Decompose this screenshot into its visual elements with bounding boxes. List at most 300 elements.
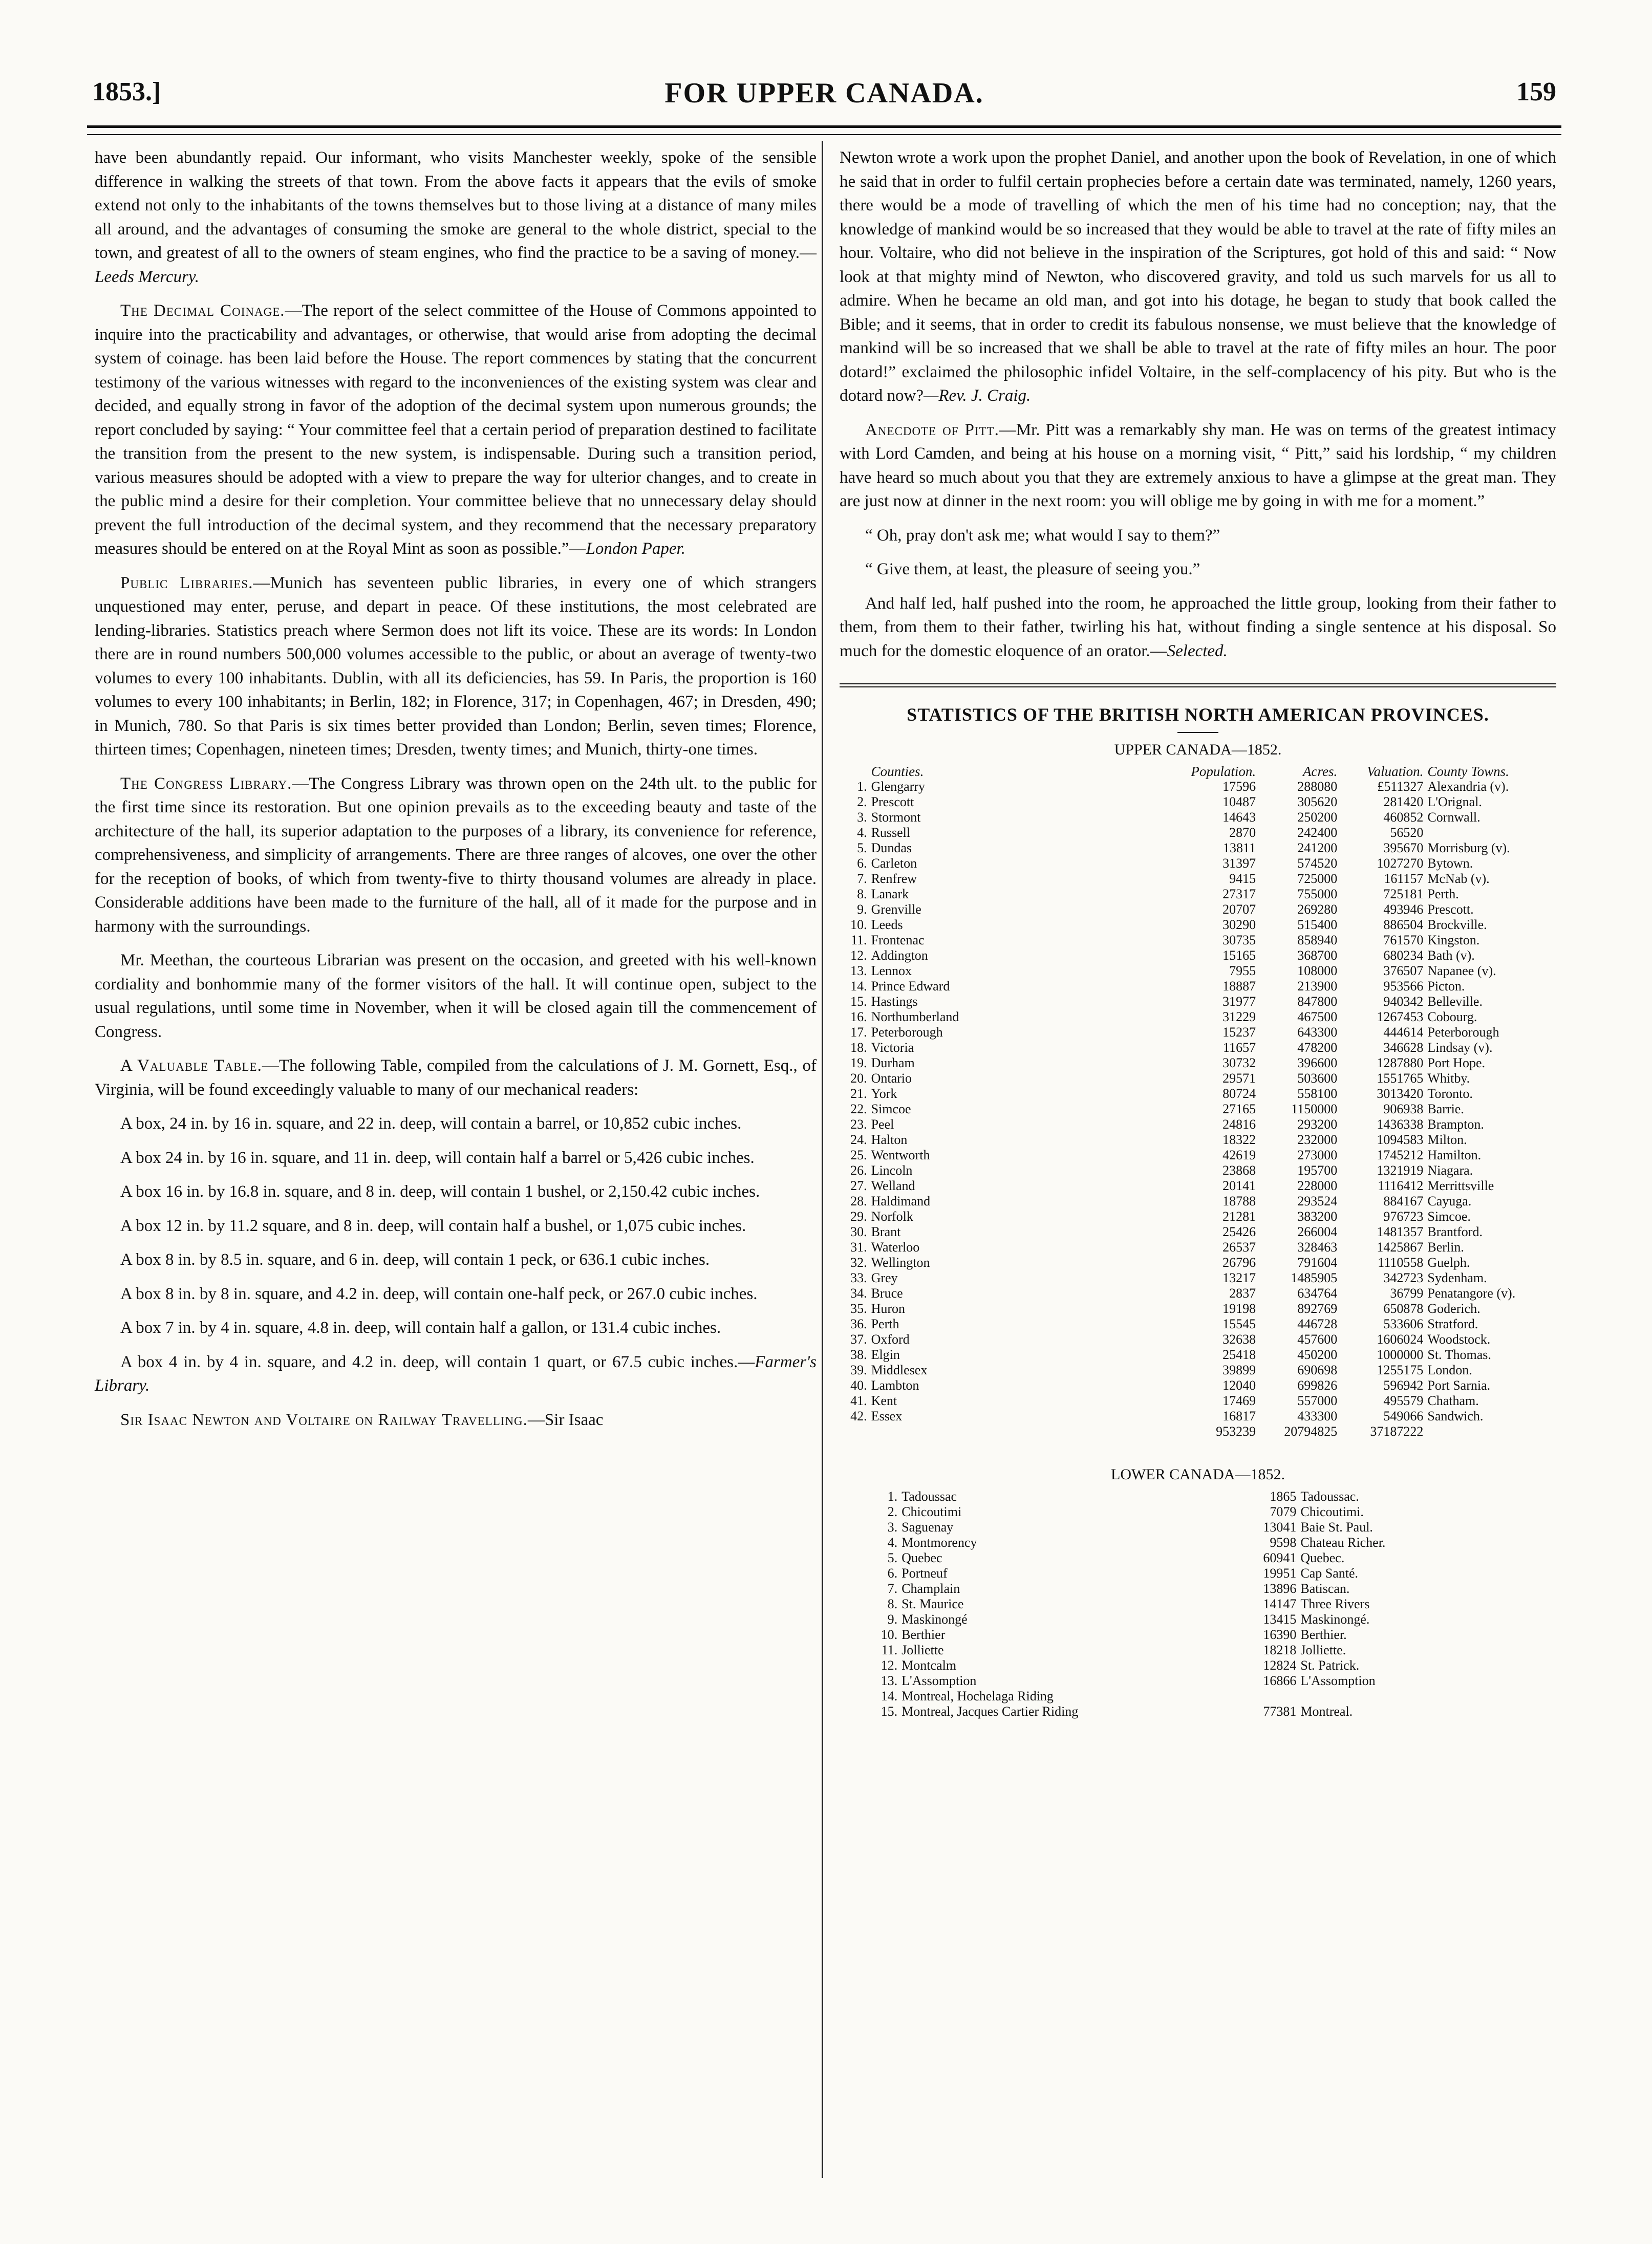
paragraph-lead: Anecdote of Pitt. xyxy=(865,420,999,439)
acres-cell: 634764 xyxy=(1297,1286,1338,1301)
valuation-cell: 444614 xyxy=(1383,1025,1424,1040)
table-row xyxy=(840,1550,1556,1566)
row-number: 34. xyxy=(850,1286,867,1301)
county-town-cell: Port Sarnia. xyxy=(1427,1378,1491,1393)
county-name: Montcalm xyxy=(902,1657,957,1673)
paragraph-text: “ Oh, pray don't ask me; what would I say to them?” xyxy=(865,526,1220,545)
row-number: 3. xyxy=(857,810,867,825)
row-number: 9. xyxy=(887,1611,898,1627)
upper-canada-header-row xyxy=(840,764,1556,779)
county-name: Peterborough xyxy=(871,1025,943,1040)
row-number: 27. xyxy=(850,1178,867,1193)
row-number: 5. xyxy=(887,1550,898,1565)
county-town-cell: Baie St. Paul. xyxy=(1300,1519,1373,1535)
row-number: 4. xyxy=(887,1535,898,1550)
population-cell: 16390 xyxy=(1263,1627,1297,1642)
population-cell: 12040 xyxy=(1222,1378,1256,1393)
row-number: 29. xyxy=(850,1209,867,1224)
valuation-cell: 346628 xyxy=(1383,1040,1424,1055)
population-cell: 20707 xyxy=(1222,902,1256,917)
county-town-cell: London. xyxy=(1427,1363,1472,1377)
county-town-cell: Quebec. xyxy=(1300,1550,1345,1565)
row-number: 16. xyxy=(850,1009,867,1024)
county-name: Huron xyxy=(871,1301,905,1316)
table-row xyxy=(840,933,1556,948)
table-row xyxy=(840,1255,1556,1270)
row-number: 6. xyxy=(887,1565,898,1581)
county-town-cell: Napanee (v). xyxy=(1427,963,1496,978)
valuation-cell: 1255175 xyxy=(1377,1363,1424,1377)
county-town-cell: Jolliette. xyxy=(1300,1642,1346,1657)
valuation-cell: 549066 xyxy=(1383,1409,1424,1423)
valuation-cell: 1110558 xyxy=(1378,1255,1424,1270)
population-cell: 18788 xyxy=(1222,1194,1256,1209)
table-row xyxy=(840,1117,1556,1132)
county-name: Maskinongé xyxy=(902,1611,968,1627)
row-number: 31. xyxy=(850,1240,867,1255)
left-paragraph xyxy=(95,1408,817,1432)
acres-cell: 305620 xyxy=(1297,794,1338,809)
county-town-cell: Brampton. xyxy=(1427,1117,1484,1132)
valuation-cell: 533606 xyxy=(1383,1317,1424,1331)
row-number: 32. xyxy=(850,1255,867,1270)
county-town-cell: St. Thomas. xyxy=(1427,1347,1491,1362)
valuation-cell: 281420 xyxy=(1383,794,1424,809)
county-town-cell: Brantford. xyxy=(1427,1224,1483,1239)
table-row xyxy=(840,1612,1556,1627)
table-row xyxy=(840,1658,1556,1673)
upper-canada-title: UPPER CANADA—1852. xyxy=(1114,741,1282,758)
row-number: 41. xyxy=(850,1393,867,1408)
population-cell: 17596 xyxy=(1222,779,1256,794)
valuation-cell: 1745212 xyxy=(1377,1148,1424,1162)
county-name: Durham xyxy=(871,1055,915,1070)
population-cell: 26796 xyxy=(1222,1255,1256,1270)
county-town-cell: L'Orignal. xyxy=(1427,794,1482,809)
paragraph-lead: The Congress Library. xyxy=(120,774,292,793)
valuation-cell: 1000000 xyxy=(1377,1347,1424,1362)
table-row xyxy=(840,1301,1556,1317)
county-town-cell: Guelph. xyxy=(1427,1255,1470,1270)
population-cell: 14147 xyxy=(1263,1596,1297,1611)
acres-cell: 574520 xyxy=(1297,856,1338,871)
population-cell: 27317 xyxy=(1222,887,1256,901)
row-number: 8. xyxy=(857,887,867,901)
valuation-cell: 1551765 xyxy=(1377,1071,1424,1086)
table-row xyxy=(840,1102,1556,1117)
county-name: Wentworth xyxy=(871,1148,930,1162)
row-number: 11. xyxy=(851,933,867,947)
population-cell: 26537 xyxy=(1222,1240,1256,1255)
acres-cell: 457600 xyxy=(1297,1332,1338,1347)
population-cell: 42619 xyxy=(1222,1148,1256,1162)
table-row xyxy=(840,1704,1556,1719)
row-number: 23. xyxy=(850,1117,867,1132)
column-divider xyxy=(822,141,823,2178)
population-cell: 9598 xyxy=(1270,1535,1297,1550)
table-row xyxy=(840,1025,1556,1040)
row-number: 15. xyxy=(850,994,867,1009)
table-row xyxy=(840,1009,1556,1025)
valuation-cell: 460852 xyxy=(1383,810,1424,825)
acres-cell: 847800 xyxy=(1297,994,1338,1009)
acres-cell: 467500 xyxy=(1297,1009,1338,1024)
county-name: Tadoussac xyxy=(902,1488,957,1504)
population-cell: 16817 xyxy=(1222,1409,1256,1423)
header-valuation: Valuation. xyxy=(1367,764,1424,779)
paragraph-text: Newton wrote a work upon the prophet Daniel, and another upon the book of Revelation, in one of which he said that in order to fulfil certain prophecies before a certain date was terminated, namely, 1260 years, there would be a mode of travelling of which the men of his time had no conception; nay, that the knowledge of mankind would be so increased that they would be able to travel at the rate of fifty miles an hour. Voltaire, who did not believe in the inspiration of the Scriptures, got hold of this and said: “ Now look at that mighty mind of Newton, who discovered gravity, and told us such marvels for us all to admire. When he became an old man, and got into his dotage, he began to study that book called the Bible; and it seems, that in order to credit its fabulous nonsense, we must believe that the knowledge of mankind will be so increased that we shall be able to travel at the rate of fifty miles an hour. The poor dotard!” exclaimed the philosophic infidel Voltaire, in the self-complacency of his pity. But who is the dotard now? xyxy=(840,148,1556,405)
row-number: 1. xyxy=(887,1488,898,1504)
valuation-cell: 1321919 xyxy=(1377,1163,1424,1178)
acres-cell: 557000 xyxy=(1297,1393,1338,1408)
population-cell: 15237 xyxy=(1222,1025,1256,1040)
paragraph-lead: The Decimal Coinage. xyxy=(120,301,285,320)
paragraph-source: London Paper. xyxy=(586,540,685,558)
county-town-cell: Batiscan. xyxy=(1300,1581,1350,1596)
table-row xyxy=(840,1393,1556,1409)
county-town-cell: Barrie. xyxy=(1427,1102,1464,1116)
row-number: 13. xyxy=(881,1673,898,1688)
row-number: 12. xyxy=(850,948,867,963)
population-cell: 7079 xyxy=(1270,1504,1297,1519)
header-year: 1853.] xyxy=(92,77,161,106)
county-town-cell: Cobourg. xyxy=(1427,1009,1477,1024)
valuation-cell: £511327 xyxy=(1377,779,1424,794)
section-rule-lower xyxy=(840,686,1556,687)
total-valuation: 37187222 xyxy=(1370,1424,1424,1439)
row-number: 5. xyxy=(857,840,867,855)
county-name: Victoria xyxy=(871,1040,914,1055)
acres-cell: 450200 xyxy=(1297,1347,1338,1362)
right-column-text xyxy=(840,146,1556,663)
population-cell: 60941 xyxy=(1263,1550,1297,1565)
county-town-cell: McNab (v). xyxy=(1427,871,1490,886)
left-paragraph xyxy=(95,1282,817,1306)
acres-cell: 328463 xyxy=(1297,1240,1338,1255)
valuation-cell: 1425867 xyxy=(1377,1240,1424,1255)
paragraph-text: A box 8 in. by 8 in. square, and 4.2 in. deep, will contain one-half peck, or 267.0 cubic inches. xyxy=(120,1284,758,1303)
acres-cell: 266004 xyxy=(1297,1224,1338,1239)
table-row xyxy=(840,887,1556,902)
valuation-cell: 1116412 xyxy=(1378,1178,1424,1193)
row-number: 42. xyxy=(850,1409,867,1423)
valuation-cell: 761570 xyxy=(1383,933,1424,947)
right-paragraph xyxy=(840,146,1556,408)
row-number: 36. xyxy=(850,1317,867,1331)
population-cell: 18887 xyxy=(1222,979,1256,994)
population-cell: 30290 xyxy=(1222,917,1256,932)
table-row xyxy=(840,1643,1556,1658)
paragraph-lead: A Valuable Table. xyxy=(120,1056,262,1075)
county-name: Welland xyxy=(871,1178,915,1193)
acres-cell: 195700 xyxy=(1297,1163,1338,1178)
county-town-cell: Brockville. xyxy=(1427,917,1487,932)
row-number: 21. xyxy=(850,1086,867,1101)
county-town-cell: Maskinongé. xyxy=(1300,1611,1370,1627)
county-town-cell: Berthier. xyxy=(1300,1627,1347,1642)
paragraph-text: —The report of the select committee of the House of Commons appointed to inquire into the practicability and advantages, or otherwise, that would arise from adopting the decimal system of coinage. has been laid before the House. The report commences by stating that the concurrent testimony of the various witnesses with regard to the inconveniences of the existing system was clear and decided, and equally strong in favor of the adoption of the decimal system upon numerous grounds; the report concluded by saying: “ Your committee feel that a certain period of preparation destined to facilitate the transition from the present to the new system, is indispensable. During such a transition period, various measures should be adopted with a view to prepare the way for ulterior changes, and to create in the public mind a desire for their completion. Your committee believe that no unnecessary delay should prevent the full introduction of the decimal system, and they recommend that the necessary preparatory measures should be entered on at the Royal Mint as soon as possible.”— xyxy=(95,301,817,558)
county-town-cell: Three Rivers xyxy=(1300,1596,1370,1611)
row-number: 7. xyxy=(887,1581,898,1596)
section-rule xyxy=(840,683,1556,684)
acres-cell: 478200 xyxy=(1297,1040,1338,1055)
county-name: Addington xyxy=(871,948,928,963)
lower-canada-title: LOWER CANADA—1852. xyxy=(1111,1466,1285,1483)
right-column xyxy=(840,146,1556,1719)
valuation-cell: 3013420 xyxy=(1377,1086,1424,1101)
paragraph-text: Mr. Meethan, the courteous Librarian was present on the occasion, and greeted with his well-known cordiality and bonhommie many of the former visitors of the hall. It will continue open, subject to the usual regulations, until some time in November, when it will be closed again till the commencement of Congress. xyxy=(95,951,817,1041)
county-name: Lambton xyxy=(871,1378,919,1393)
table-row xyxy=(840,871,1556,887)
county-name: Montmorency xyxy=(902,1535,977,1550)
paragraph-text: A box, 24 in. by 16 in. square, and 22 in. deep, will contain a barrel, or 10,852 cubic inches. xyxy=(120,1114,742,1133)
county-town-cell: Tadoussac. xyxy=(1300,1488,1359,1504)
acres-cell: 293524 xyxy=(1297,1194,1338,1209)
population-cell: 23868 xyxy=(1222,1163,1256,1178)
population-cell: 11657 xyxy=(1223,1040,1256,1055)
table-row xyxy=(840,1209,1556,1224)
county-town-cell: Montreal. xyxy=(1300,1703,1353,1719)
table-row xyxy=(840,1086,1556,1102)
header-county-towns: County Towns. xyxy=(1427,764,1509,779)
row-number: 30. xyxy=(850,1224,867,1239)
population-cell: 25426 xyxy=(1222,1224,1256,1239)
row-number: 22. xyxy=(850,1102,867,1116)
acres-cell: 232000 xyxy=(1297,1132,1338,1147)
row-number: 20. xyxy=(850,1071,867,1086)
county-town-cell: Alexandria (v). xyxy=(1427,779,1509,794)
table-row xyxy=(840,1270,1556,1286)
upper-canada-totals xyxy=(840,1424,1556,1439)
page-header xyxy=(87,77,1561,118)
county-name: Prescott xyxy=(871,794,914,809)
county-town-cell: Woodstock. xyxy=(1427,1332,1491,1347)
table-row xyxy=(840,1504,1556,1520)
county-name: Bruce xyxy=(871,1286,903,1301)
county-town-cell: Morrisburg (v). xyxy=(1427,840,1510,855)
paragraph-text: A box 24 in. by 16 in. square, and 11 in. deep, will contain half a barrel or 5,426 cubic inches. xyxy=(120,1148,755,1167)
acres-cell: 108000 xyxy=(1297,963,1338,978)
acres-cell: 288080 xyxy=(1297,779,1338,794)
county-town-cell: Simcoe. xyxy=(1427,1209,1471,1224)
row-number: 25. xyxy=(850,1148,867,1162)
left-paragraph xyxy=(95,1350,817,1398)
valuation-cell: 1267453 xyxy=(1377,1009,1424,1024)
acres-cell: 242400 xyxy=(1297,825,1338,840)
county-town-cell: Sydenham. xyxy=(1427,1270,1487,1285)
population-cell: 21281 xyxy=(1222,1209,1256,1224)
row-number: 6. xyxy=(857,856,867,871)
county-town-cell: Merrittsville xyxy=(1427,1178,1494,1193)
acres-cell: 368700 xyxy=(1297,948,1338,963)
county-town-cell: Niagara. xyxy=(1427,1163,1473,1178)
county-town-cell: Stratford. xyxy=(1427,1317,1478,1331)
population-cell: 9415 xyxy=(1229,871,1256,886)
population-cell: 14643 xyxy=(1222,810,1256,825)
row-number: 13. xyxy=(850,963,867,978)
county-town-cell: Picton. xyxy=(1427,979,1465,994)
county-town-cell: Toronto. xyxy=(1427,1086,1473,1101)
table-row xyxy=(840,1286,1556,1301)
header-title: FOR UPPER CANADA. xyxy=(664,77,984,109)
row-number: 11. xyxy=(881,1642,898,1657)
total-population: 953239 xyxy=(1216,1424,1256,1439)
acres-cell: 892769 xyxy=(1297,1301,1338,1316)
left-paragraph xyxy=(95,1112,817,1136)
paragraph-source: —Rev. J. Craig. xyxy=(924,386,1031,405)
paragraph-text: And half led, half pushed into the room, he approached the little group, looking from their father to them, from them to their father, twirling his hat, without finding a single sentence at his disposal. So much for the domestic eloquence of an orator.— xyxy=(840,594,1556,660)
paragraph-lead: Sir Isaac Newton and Voltaire on Railway Travelling. xyxy=(120,1410,528,1429)
county-name: Halton xyxy=(871,1132,908,1147)
left-paragraph xyxy=(95,299,817,561)
county-town-cell: Sandwich. xyxy=(1427,1409,1484,1423)
table-row xyxy=(840,1240,1556,1255)
county-town-cell: St. Patrick. xyxy=(1300,1657,1360,1673)
lower-canada-rows xyxy=(840,1489,1556,1719)
acres-cell: 699826 xyxy=(1297,1378,1338,1393)
county-town-cell: Cap Santé. xyxy=(1300,1565,1359,1581)
county-town-cell xyxy=(1425,825,1556,840)
population-cell: 30732 xyxy=(1222,1055,1256,1070)
county-name: Ontario xyxy=(871,1071,912,1086)
population-cell: 30735 xyxy=(1222,933,1256,947)
county-name: Peel xyxy=(871,1117,894,1132)
valuation-cell: 650878 xyxy=(1383,1301,1424,1316)
county-town-cell: Berlin. xyxy=(1427,1240,1464,1255)
paragraph-text: A box 8 in. by 8.5 in. square, and 6 in. deep, will contain 1 peck, or 636.1 cubic inches. xyxy=(120,1250,710,1269)
table-row xyxy=(840,948,1556,963)
row-number: 19. xyxy=(850,1055,867,1070)
table-row xyxy=(840,963,1556,979)
county-town-cell: Belleville. xyxy=(1427,994,1483,1009)
page-number: 159 xyxy=(1516,77,1556,106)
row-number: 15. xyxy=(881,1703,898,1719)
county-town-cell: Peterborough xyxy=(1427,1025,1499,1040)
population-cell: 13896 xyxy=(1263,1581,1297,1596)
population-cell: 12824 xyxy=(1263,1657,1297,1673)
county-name: Lanark xyxy=(871,887,909,901)
table-row xyxy=(840,1224,1556,1240)
paragraph-text: “ Give them, at least, the pleasure of seeing you.” xyxy=(865,560,1200,578)
left-paragraph xyxy=(95,571,817,762)
county-town-cell: L'Assomption xyxy=(1300,1673,1376,1688)
population-cell: 19951 xyxy=(1263,1565,1297,1581)
county-town-cell: Cayuga. xyxy=(1427,1194,1472,1209)
acres-cell: 446728 xyxy=(1297,1317,1338,1331)
table-row xyxy=(840,810,1556,825)
acres-cell: 228000 xyxy=(1297,1178,1338,1193)
county-town-cell: Milton. xyxy=(1427,1132,1467,1147)
county-name: Portneuf xyxy=(902,1565,948,1581)
table-row xyxy=(840,917,1556,933)
population-cell xyxy=(1190,1689,1298,1704)
row-number: 35. xyxy=(850,1301,867,1316)
county-name: Wellington xyxy=(871,1255,930,1270)
table-row xyxy=(840,1409,1556,1424)
row-number: 14. xyxy=(850,979,867,994)
valuation-cell: 495579 xyxy=(1383,1393,1424,1408)
population-cell: 7955 xyxy=(1229,963,1256,978)
acres-cell: 241200 xyxy=(1297,840,1338,855)
valuation-cell: 395670 xyxy=(1383,840,1424,855)
left-paragraph xyxy=(95,1248,817,1272)
population-cell: 2837 xyxy=(1229,1286,1256,1301)
county-town-cell: Hamilton. xyxy=(1427,1148,1482,1162)
county-town-cell: Perth. xyxy=(1427,887,1459,901)
county-name: Jolliette xyxy=(902,1642,944,1657)
row-number: 14. xyxy=(881,1688,898,1703)
row-number: 2. xyxy=(857,794,867,809)
row-number: 38. xyxy=(850,1347,867,1362)
valuation-cell: 1481357 xyxy=(1377,1224,1424,1239)
left-paragraph xyxy=(95,948,817,1044)
population-cell: 1865 xyxy=(1270,1488,1297,1504)
county-name: Simcoe xyxy=(871,1102,911,1116)
valuation-cell: 596942 xyxy=(1383,1378,1424,1393)
valuation-cell: 376507 xyxy=(1383,963,1424,978)
county-name: Berthier xyxy=(902,1627,946,1642)
valuation-cell: 1436338 xyxy=(1377,1117,1424,1132)
acres-cell: 858940 xyxy=(1297,933,1338,947)
acres-cell: 273000 xyxy=(1297,1148,1338,1162)
valuation-cell: 884167 xyxy=(1383,1194,1424,1209)
table-row xyxy=(840,1689,1556,1704)
acres-cell: 725000 xyxy=(1297,871,1338,886)
table-row xyxy=(840,979,1556,994)
population-cell: 80724 xyxy=(1222,1086,1256,1101)
short-rule xyxy=(1177,732,1218,733)
row-number: 8. xyxy=(887,1596,898,1611)
population-cell: 32638 xyxy=(1222,1332,1256,1347)
population-cell: 20141 xyxy=(1222,1178,1256,1193)
valuation-cell: 1287880 xyxy=(1377,1055,1424,1070)
table-row xyxy=(840,1520,1556,1535)
population-cell: 24816 xyxy=(1222,1117,1256,1132)
valuation-cell: 342723 xyxy=(1383,1270,1424,1285)
table-row xyxy=(840,1148,1556,1163)
row-number: 17. xyxy=(850,1025,867,1040)
acres-cell: 515400 xyxy=(1297,917,1338,932)
paragraph-text: A box 16 in. by 16.8 in. square, and 8 in. deep, will contain 1 bushel, or 2,150.42 cubic inches. xyxy=(120,1182,760,1201)
table-row xyxy=(840,1535,1556,1550)
county-name: Kent xyxy=(871,1393,897,1408)
row-number: 9. xyxy=(857,902,867,917)
lower-canada-table xyxy=(840,1489,1556,1719)
right-paragraph xyxy=(840,557,1556,581)
paragraph-lead: Public Libraries. xyxy=(120,573,253,592)
population-cell: 31397 xyxy=(1222,856,1256,871)
table-row xyxy=(840,1596,1556,1612)
header-acres: Acres. xyxy=(1303,764,1338,779)
upper-canada-rows xyxy=(840,779,1556,1424)
header-population: Population. xyxy=(1191,764,1256,779)
statistics-title: STATISTICS OF THE BRITISH NORTH AMERICAN PROVINCES. xyxy=(907,704,1489,725)
county-name: Lennox xyxy=(871,963,912,978)
left-column xyxy=(95,146,817,1442)
county-name: Quebec xyxy=(902,1550,942,1565)
population-cell: 77381 xyxy=(1263,1703,1297,1719)
row-number: 40. xyxy=(850,1378,867,1393)
row-number: 39. xyxy=(850,1363,867,1377)
paragraph-source: Leeds Mercury. xyxy=(95,267,200,286)
county-name: Prince Edward xyxy=(871,979,950,994)
county-name: Northumberland xyxy=(871,1009,959,1024)
acres-cell: 396600 xyxy=(1297,1055,1338,1070)
right-paragraph xyxy=(840,592,1556,663)
county-town-cell: Whitby. xyxy=(1427,1071,1470,1086)
county-name: Champlain xyxy=(902,1581,960,1596)
county-town-cell: Penatangore (v). xyxy=(1427,1286,1516,1301)
